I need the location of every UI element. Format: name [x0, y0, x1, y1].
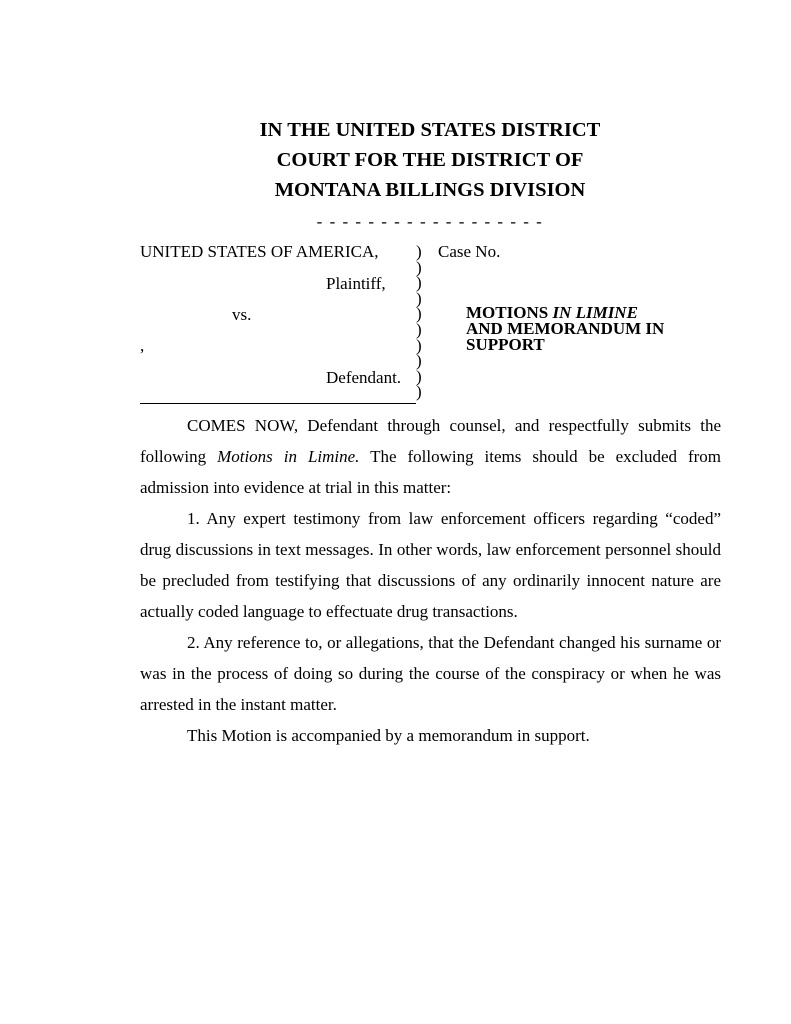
- paren: ): [416, 382, 422, 402]
- court-heading: [140, 115, 720, 205]
- paragraph-item-2: 2. Any reference to, or allegations, that the Defendant changed his surname or was in the process of doing so during the course of the conspiracy or when he was arrested in the instant matter.: [140, 633, 721, 714]
- intro-italic: Motions in Limine.: [217, 447, 360, 466]
- versus-label: vs.: [232, 305, 252, 324]
- court-heading-line-2: COURT FOR THE DISTRICT OF: [276, 149, 584, 171]
- paragraph-closing: This Motion is accompanied by a memorandum in support.: [187, 726, 590, 745]
- defendant-name: ,: [140, 336, 145, 355]
- intro-text-continued: The following items should be excluded from admission into evidence at trial in this matter:: [140, 447, 721, 497]
- paren: ): [416, 242, 422, 261]
- paren: ): [416, 273, 422, 293]
- motion-title: [466, 305, 664, 353]
- paren: ): [416, 304, 422, 324]
- case-number-label: Case No.: [438, 242, 501, 261]
- intro-text: COMES NOW, Defendant through counsel, and respectfully submits the following: [140, 416, 721, 466]
- motion-title-italic: IN LIMINE: [552, 303, 638, 322]
- court-heading-line-1: IN THE UNITED STATES DISTRICT: [259, 119, 601, 141]
- paren: ): [416, 319, 422, 339]
- motion-title-line-3: SUPPORT: [466, 335, 545, 354]
- motion-title-word: MOTIONS: [466, 303, 553, 322]
- motion-body: [140, 410, 721, 751]
- paren: ): [416, 257, 422, 277]
- caption-parenthesis-column: [416, 244, 422, 400]
- plaintiff-party-name: UNITED STATES OF AMERICA,: [140, 242, 379, 261]
- court-heading-line-3: MONTANA BILLINGS DIVISION: [274, 179, 586, 201]
- heading-separator: - - - - - - - - - - - - - - - - - -: [316, 212, 544, 231]
- motion-title-line-2: AND MEMORANDUM IN: [466, 319, 665, 338]
- plaintiff-label: Plaintiff,: [326, 274, 386, 293]
- paren: ): [416, 288, 422, 308]
- paren: ): [416, 335, 422, 355]
- paragraph-intro: [140, 410, 721, 503]
- caption-underline: [140, 403, 416, 404]
- paragraph-item-1: 1. Any expert testimony from law enforcement officers regarding “coded” drug discussions in text messages. In other words, law enforcement personnel should be precluded from testifying that discussions of any ordinarily innocent nature are actually coded language to effectuate drug transactions.: [140, 509, 721, 621]
- paren: ): [416, 366, 422, 386]
- defendant-label: Defendant.: [326, 368, 402, 387]
- paren: ): [416, 351, 422, 371]
